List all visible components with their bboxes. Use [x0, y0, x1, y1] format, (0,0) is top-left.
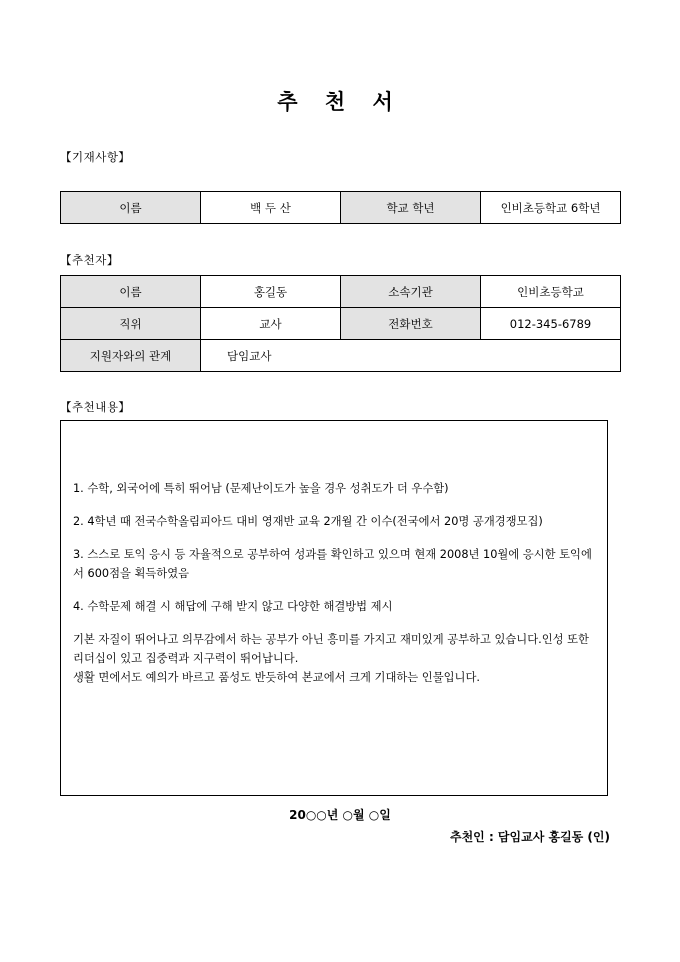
table-row — [61, 192, 621, 224]
candidate-school: 인비초등학교 6학년 — [481, 192, 621, 224]
table-row — [61, 308, 621, 340]
recommender-relation: 담임교사 — [201, 340, 621, 372]
recommender-table — [60, 275, 621, 372]
recommender-signature: 추천인 : 담임교사 홍길동 (인) — [450, 830, 610, 844]
recommender-name: 홍길동 — [201, 276, 341, 308]
recommender-phone-label: 전화번호 — [341, 308, 481, 340]
closing-paragraph-1: 기본 자질이 뛰어나고 의무감에서 하는 공부가 아닌 흥미를 가지고 재미있게 공부하고 있습니다.인성 또한 리더십이 있고 집중력과 지구력이 뛰어납니다. — [73, 633, 589, 665]
content-item-3: 3. 스스로 토익 응시 등 자율적으로 공부하여 성과를 확인하고 있으며 현재 2008년 10월에 응시한 토익에서 600점을 획득하였음 — [73, 548, 592, 580]
document-title: 추 천 서 — [277, 89, 403, 114]
document-date: 20○○년 ○월 ○일 — [289, 808, 391, 822]
recommender-position-label: 직위 — [61, 308, 201, 340]
recommender-position: 교사 — [201, 308, 341, 340]
recommender-phone: 012-345-6789 — [481, 308, 621, 340]
candidate-name: 백 두 산 — [201, 192, 341, 224]
content-item-1: 1. 수학, 외국어에 특히 뛰어남 (문제난이도가 높을 경우 성취도가 더 우수함) — [73, 482, 449, 495]
recommender-name-label: 이름 — [61, 276, 201, 308]
table-row — [61, 276, 621, 308]
candidate-school-label: 학교 학년 — [341, 192, 481, 224]
table-row — [61, 340, 621, 372]
recommender-org: 인비초등학교 — [481, 276, 621, 308]
recommender-relation-label: 지원자와의 관계 — [61, 340, 201, 372]
section-recommender-heading: 【추천자】 — [60, 253, 119, 267]
content-item-2: 2. 4학년 때 전국수학올림피아드 대비 영재반 교육 2개월 간 이수(전국에서 20명 공개경쟁모집) — [73, 515, 543, 528]
candidate-name-label: 이름 — [61, 192, 201, 224]
recommendation-content-box — [60, 420, 608, 796]
content-item-4: 4. 수학문제 해결 시 해답에 구해 받지 않고 다양한 해결방법 제시 — [73, 600, 393, 613]
closing-paragraph-2: 생활 면에서도 예의가 바르고 품성도 반듯하여 본교에서 크게 기대하는 인물입니다. — [73, 671, 480, 684]
section-content-heading: 【추천내용】 — [60, 400, 131, 414]
section-candidate-heading: 【기재사항】 — [60, 150, 131, 164]
recommender-org-label: 소속기관 — [341, 276, 481, 308]
candidate-table — [60, 191, 621, 224]
